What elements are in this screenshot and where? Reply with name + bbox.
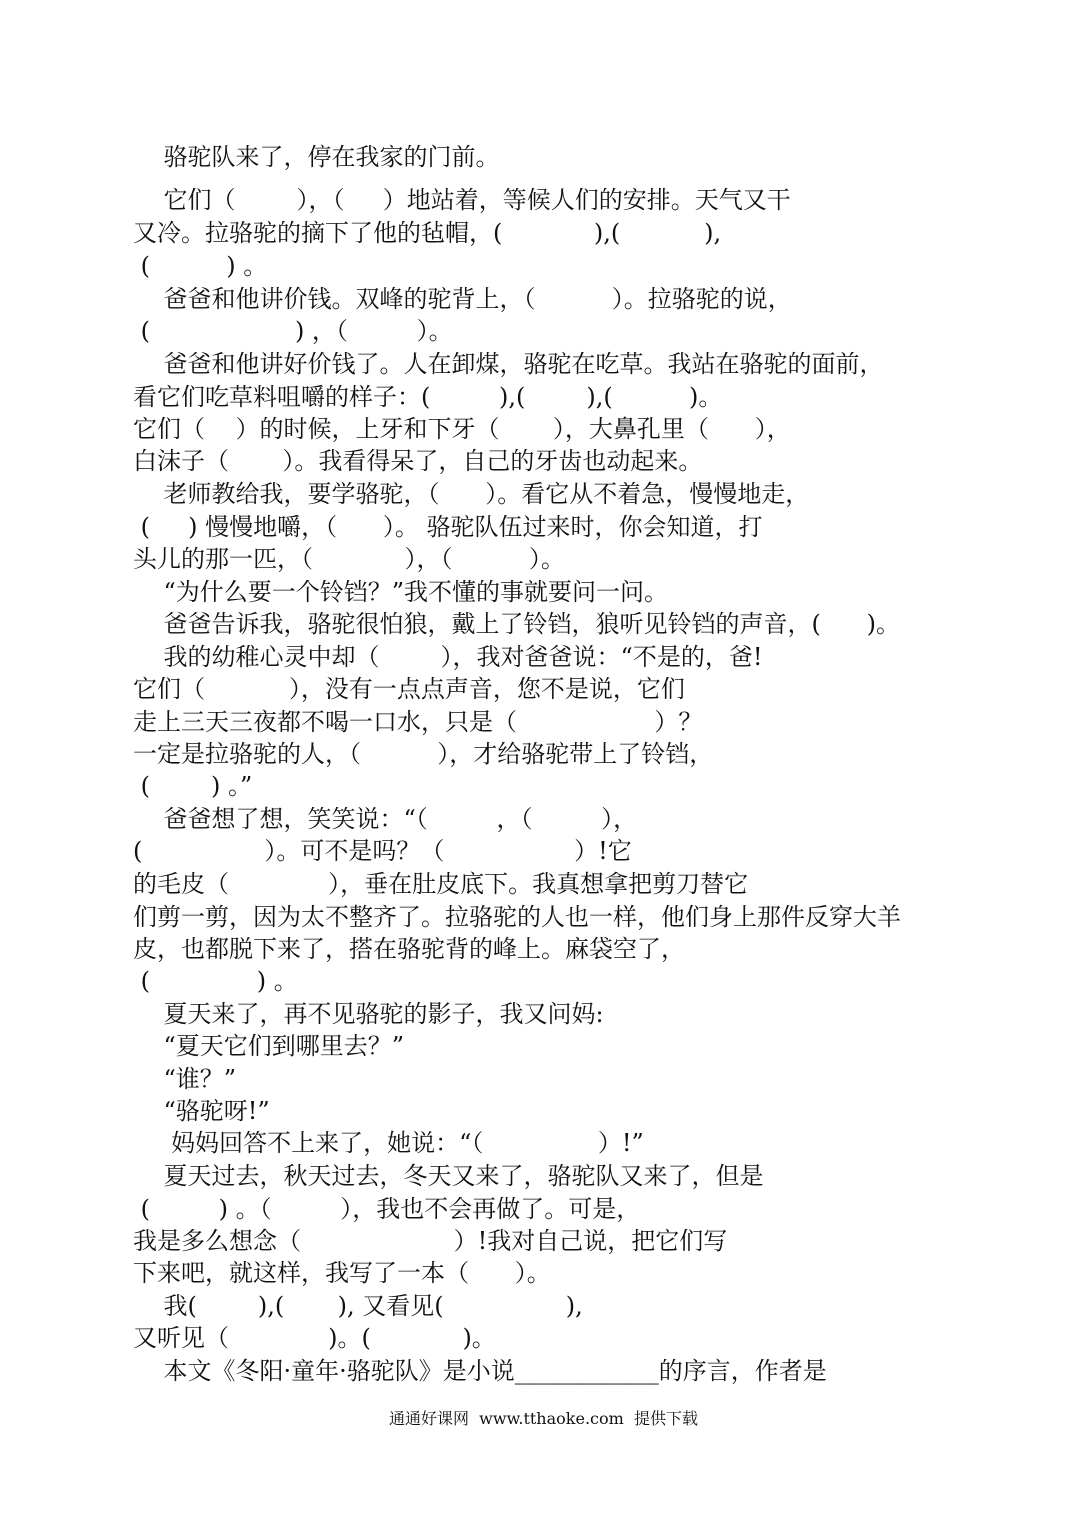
text-line: 妈妈回答不上来了，她说：“（ ）!”: [133, 1129, 644, 1157]
text-line: 爸爸和他讲价钱。双峰的驼背上，（ ）。拉骆驼的说，: [133, 285, 792, 313]
text-line: “骆驼呀!”: [133, 1097, 270, 1125]
text-line: ( ) 。（ ），我也不会再做了。可是，: [133, 1195, 641, 1223]
text-line: 走上三天三夜都不喝一口水，只是（ ）？: [133, 708, 703, 736]
text-line: 一定是拉骆驼的人，（ ），才给骆驼带上了铃铛，: [133, 740, 714, 768]
text-line: ( ）。可不是吗？（ ）!它: [133, 837, 632, 865]
text-line: 爸爸告诉我，骆驼很怕狼，戴上了铃铛，狼听见铃铛的声音，( )。: [133, 610, 901, 638]
text-line: 我( ),( ), 又看见( ),: [133, 1292, 583, 1320]
text-line: ( ) 。: [133, 967, 298, 995]
text-line: 我的幼稚心灵中却（ ），我对爸爸说：“不是的，爸!: [133, 643, 763, 671]
text-line: 看它们吃草料咀嚼的样子：( ),( ),( )。: [133, 383, 723, 411]
text-line: 它们（ ），没有一点点声音，您不是说，它们: [133, 675, 685, 703]
text-line: 它们（ ），（ ）地站着，等候人们的安排。天气又干: [133, 186, 791, 214]
text-line: 白沫子（ ）。我看得呆了，自己的牙齿也动起来。: [133, 447, 703, 475]
text-line: 老师教给我，要学骆驼，（ ）。看它从不着急，慢慢地走，: [133, 480, 810, 508]
text-line: 爸爸想了想，笑笑说：“（ ，（ ），: [133, 805, 638, 833]
text-line: ( ) 。: [133, 252, 268, 280]
text-line: 夏天过去，秋天过去，冬天又来了，骆驼队又来了，但是: [133, 1162, 764, 1190]
text-line: ( ) 慢慢地嚼，（ ）。 骆驼队伍过来时，你会知道，打: [133, 513, 763, 541]
text-line: 又冷。拉骆驼的摘下了他的毡帽，( ),( ),: [133, 219, 722, 247]
text-line: 下来吧，就这样，我写了一本（ ）。: [133, 1259, 551, 1287]
text-line: 骆驼队来了，停在我家的门前。: [133, 143, 500, 171]
text-line: 们剪一剪，因为太不整齐了。拉骆驼的人也一样，他们身上那件反穿大羊: [133, 903, 901, 931]
page-footer: 通通好课网 www.tthaoke.com 提供下载: [389, 1409, 698, 1428]
text-line: “为什么要一个铃铛？”我不懂的事就要问一问。: [133, 578, 669, 606]
text-line: “夏天它们到哪里去？”: [133, 1032, 405, 1060]
text-line: ( ) ，（ ）。: [133, 317, 453, 345]
text-line: 的毛皮（ ），垂在肚皮底下。我真想拿把剪刀替它: [133, 870, 749, 898]
text-line: ( ) 。”: [133, 772, 253, 800]
text-line: 它们（ ）的时候，上牙和下牙（ ），大鼻孔里（ ），: [133, 415, 791, 443]
text-line: 本文《冬阳·童年·骆驼队》是小说____________的序言，作者是: [133, 1357, 827, 1385]
text-line: 头儿的那一匹，（ ），（ ）。: [133, 545, 565, 573]
text-line: 皮，也都脱下来了，搭在骆驼背的峰上。麻袋空了，: [133, 935, 685, 963]
text-line: 又听见（ )。( )。: [133, 1324, 496, 1352]
text-line: 夏天来了，再不见骆驼的影子，我又问妈:: [133, 1000, 604, 1028]
text-line: “谁？”: [133, 1065, 237, 1093]
text-line: 我是多么想念（ ）!我对自己说，把它们写: [133, 1227, 728, 1255]
text-line: 爸爸和他讲好价钱了。人在卸煤，骆驼在吃草。我站在骆驼的面前，: [133, 350, 884, 378]
